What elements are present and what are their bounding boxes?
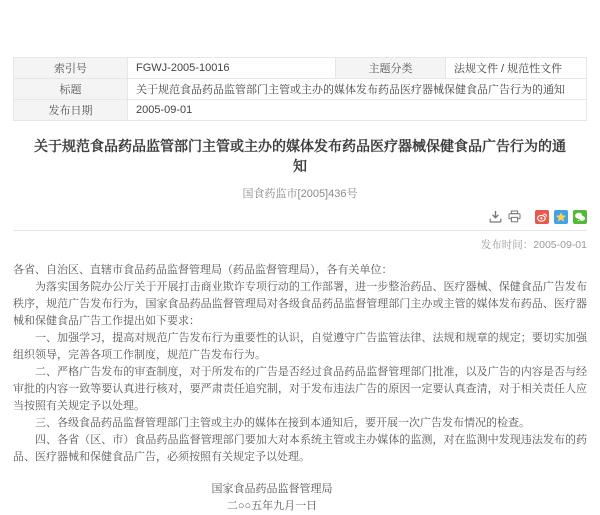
meta-label-category: 主题分类: [336, 58, 446, 79]
publish-time-value: 2005-09-01: [533, 239, 587, 251]
paragraph-item-1: 一、加强学习，提高对规范广告发布行为重要性的认识，自觉遵守广告监管法律、法规和规章的规定；要切实加强组织领导，完善各项工作制度，规范广告发布行为。: [13, 332, 587, 361]
share-qzone-icon[interactable]: [554, 210, 568, 224]
share-wechat-icon[interactable]: [573, 210, 587, 224]
paragraph-item-2: 二、严格广告发布的审查制度，对于所发布的广告是否经过食品药品监督管理部门批准，以及广告的内容是否与经审批的内容一致等要认真进行核对，要严肃责任追究制，对于发布违法广告的原因一定要认真查清，对于相关责任人应当按照有关规定予以处理。: [13, 366, 587, 412]
share-weibo-icon[interactable]: [535, 210, 549, 224]
meta-value-title: 关于规范食品药品监管部门主管或主办的媒体发布药品医疗器械保健食品广告行为的通知: [128, 79, 587, 100]
meta-value-index: FGWJ-2005-10016: [128, 58, 336, 79]
download-icon[interactable]: [488, 210, 502, 224]
salutation: 各省、自治区、直辖市食品药品监督管理局（药品监督管理局），各有关单位：: [13, 264, 393, 276]
meta-label-index: 索引号: [14, 58, 128, 79]
metadata-table: [13, 57, 587, 121]
meta-label-date: 发布日期: [14, 100, 128, 121]
signature-org: 国家食品药品监督管理局: [211, 483, 333, 495]
table-row: [14, 100, 587, 121]
paragraph-item-4: 四、各省（区、市）食品药品监督管理部门要加大对本系统主管或主办媒体的监测，对在监测中发现违法发布的药品、医疗器械和保健食品广告，必须按照有关规定予以处理。: [13, 434, 587, 463]
paragraph-item-3: 三、各级食品药品监督管理部门主管或主办的媒体在接到本通知后，要开展一次广告发布情况的检查。: [35, 417, 530, 429]
action-toolbar: [13, 209, 587, 231]
table-row: [14, 79, 587, 100]
table-row: [14, 58, 587, 79]
paragraph-intro: 为落实国务院办公厅关于开展打击商业欺诈专项行动的工作部署，进一步整治药品、医疗器械、保健食品广告发布秩序，规范广告发布行为，国家食品药品监督管理局对各级食品药品监督管理部门主办或主管的媒体发布药品、医疗器械和保健食品广告工作提出如下要求：: [13, 281, 587, 327]
meta-label-title: 标题: [14, 79, 128, 100]
meta-value-category: 法规文件 / 规范性文件: [446, 58, 587, 79]
document-body: [13, 262, 587, 466]
signature-date: 二○○五年九月一日: [226, 500, 318, 512]
meta-value-date: 2005-09-01: [128, 100, 587, 121]
page-title: 关于规范食品药品监管部门主管或主办的媒体发布药品医疗器械保健食品广告行为的通知: [34, 138, 566, 174]
document-page: [0, 57, 600, 512]
publish-time-label: 发布时间：: [480, 239, 534, 251]
signature-block: [0, 481, 572, 515]
print-icon[interactable]: [507, 210, 521, 224]
publish-time: [13, 237, 587, 252]
document-number: 国食药监市[2005]436号: [242, 188, 358, 200]
